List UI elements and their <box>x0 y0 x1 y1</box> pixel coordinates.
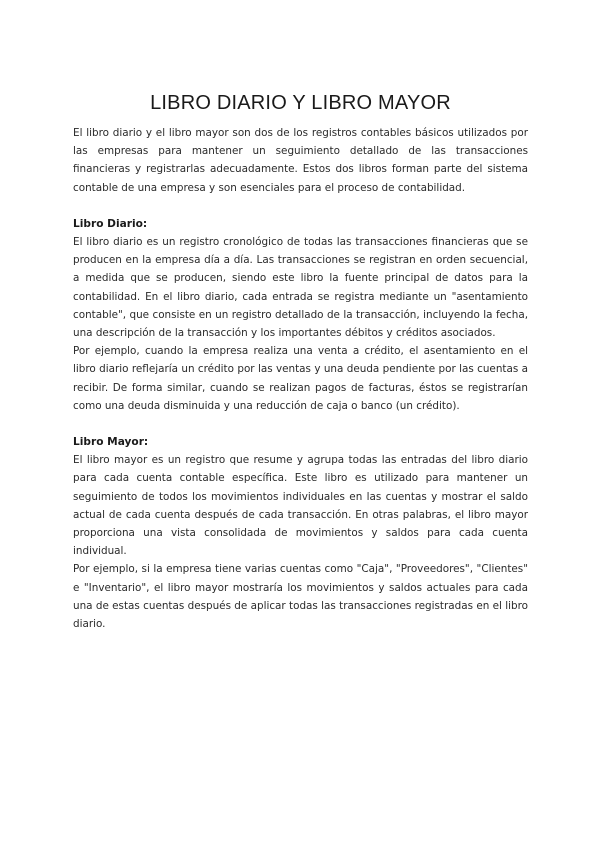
section-spacer <box>73 415 528 433</box>
section-heading-libro-mayor: Libro Mayor: <box>73 436 149 449</box>
document-page <box>73 90 528 633</box>
libro-mayor-paragraph-2: Por ejemplo, si la empresa tiene varias cuentas como "Caja", "Proveedores", "Clientes" e "Inventario", el libro mayor mostraría los movimientos y saldos actuales para cada una de estas cuentas después de aplicar todas las transacciones registradas en el libro diario. <box>73 563 528 631</box>
document-title: LIBRO DIARIO Y LIBRO MAYOR <box>150 92 451 114</box>
libro-mayor-paragraph-1: El libro mayor es un registro que resume y agrupa todas las entradas del libro diario para cada cuenta contable específica. Este libro es utilizado para mantener un seguimiento de todos los movimientos individuales en las cuentas y mostrar el saldo actual de cada cuenta después de cada transacción. En otras palabras, el libro mayor proporciona una vista consolidada de movimientos y saldos para cada cuenta individual. <box>73 454 528 558</box>
section-heading-libro-diario: Libro Diario: <box>73 217 148 230</box>
libro-diario-paragraph-1: El libro diario es un registro cronológico de todas las transacciones financieras que se producen en la empresa día a día. Las transacciones se registran en orden secuencial, a medida que se producen, siendo este libro la fuente principal de datos para la contabilidad. En el libro diario, cada entrada se registra mediante un "asentamiento contable", que consiste en un registro detallado de la transacción, incluyendo la fecha, una descripción de la transacción y los importantes débitos y créditos asociados. <box>73 236 528 340</box>
libro-diario-paragraph-2: Por ejemplo, cuando la empresa realiza una venta a crédito, el asentamiento en el libro diario reflejaría un crédito por las ventas y una deuda pendiente por las cuentas a recibir. De forma similar, cuando se realizan pagos de facturas, éstos se registrarían como una deuda disminuida y una reducción de caja o banco (un crédito). <box>73 345 528 412</box>
intro-paragraph: El libro diario y el libro mayor son dos de los registros contables básicos utilizados por las empresas para mantener un seguimiento detallado de las transacciones financieras y registrarlas adecuadamente. Estos dos libros forman parte del sistema contable de una empresa y son esenciales para el proceso de contabilidad. <box>73 127 528 194</box>
section-spacer <box>73 197 528 215</box>
